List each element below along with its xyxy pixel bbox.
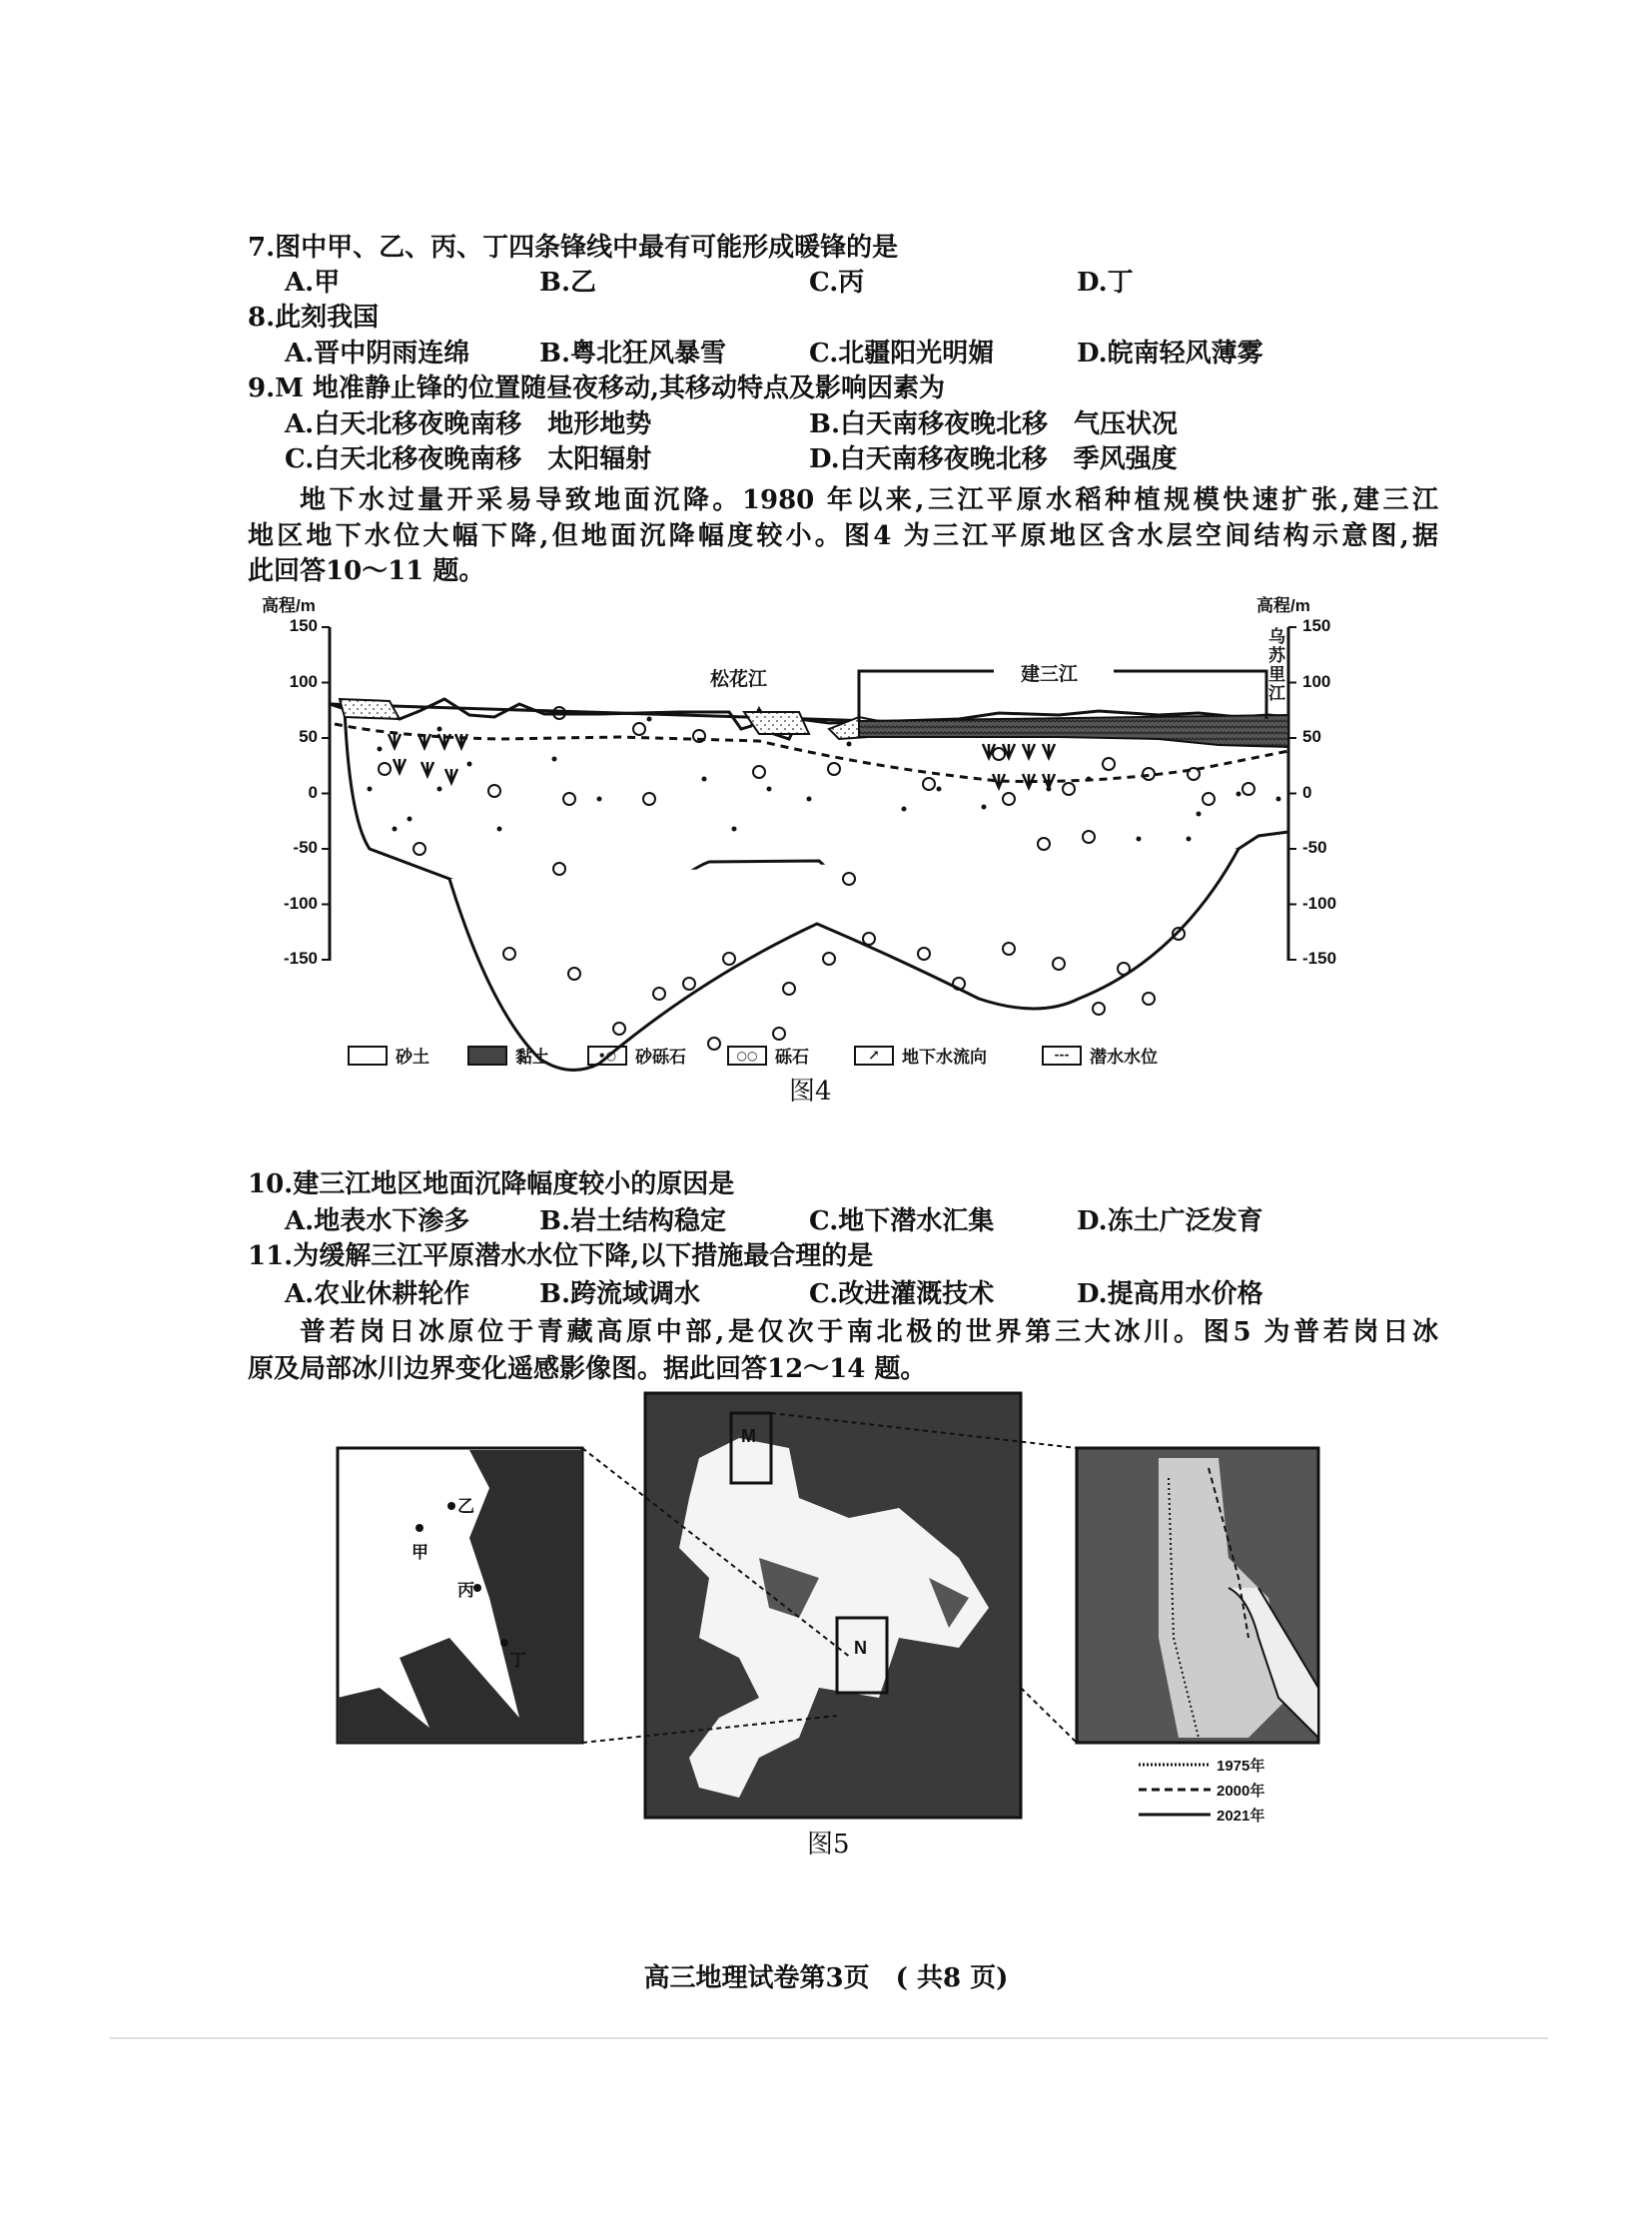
passage1-line: 此回答10～11 题。 [248, 556, 485, 586]
legend-label: 砂砾石 [635, 1048, 686, 1068]
tick-label-left: 0 [308, 782, 318, 802]
sand-dot [408, 817, 413, 822]
dashed-line-swatch: --- [1042, 1046, 1082, 1066]
box-label-m: M [741, 1426, 756, 1446]
label-wusuli-river [1268, 627, 1288, 703]
q8-stem: 8.此刻我国 [248, 303, 380, 333]
q7-option-c: C.丙 [809, 268, 865, 298]
label-char: 苏 [1268, 646, 1285, 665]
q11-option-a: A.农业休耕轮作 [285, 1279, 470, 1309]
tick-label-left: -100 [283, 893, 318, 913]
q11-stem: 11.为缓解三江平原潜水水位下降,以下措施最合理的是 [248, 1241, 874, 1271]
tick-label-left: 150 [289, 616, 318, 635]
label-jiansanjiang: 建三江 [1021, 664, 1079, 685]
sand-dot [1237, 792, 1241, 797]
legend-gravel [727, 1043, 809, 1068]
legend-label: 砂土 [396, 1048, 429, 1068]
gravel-mark [708, 1038, 720, 1050]
legend-2021: 2021年 [1217, 1808, 1265, 1825]
tick-label-right: 50 [1302, 727, 1321, 746]
q10-option-c: C.地下潜水汇集 [809, 1206, 995, 1236]
sand-dot [393, 827, 398, 832]
q10-option-b: B.岩土结构稳定 [539, 1206, 727, 1236]
gravel-mark [783, 983, 795, 995]
sand-dot [847, 742, 852, 747]
legend-sandy-gravel [587, 1043, 686, 1068]
fig4-y-label-right: 高程/m [1256, 596, 1310, 615]
passage1-line: 地下水过量开采易导致地面沉降。1980 年以来,三江平原水稻种植规模快速扩张,建三江 [300, 485, 1438, 515]
q9-stem: 9.M 地准静止锋的位置随昼夜移动,其移动特点及影响因素为 [248, 373, 946, 403]
passage1-line: 地区地下水位大幅下降,但地面沉降幅度较小。图4 为三江平原地区含水层空间结构示意图,据 [248, 521, 1438, 551]
q10-option-d: D.冻土广泛发育 [1077, 1206, 1263, 1236]
tick-label-right: 0 [1302, 782, 1312, 802]
sand-dot [497, 827, 502, 832]
q7-option-d: D.丁 [1077, 268, 1134, 298]
sand-dot [1276, 797, 1281, 802]
sand-dot [437, 787, 442, 792]
clay-swatch [467, 1046, 507, 1066]
point-bing: 丙 [457, 1581, 474, 1600]
sand-dot [982, 805, 987, 810]
figure5-satellite-images [0, 1378, 1652, 1838]
q9-option-c: C.白天北移夜晚南移 太阳辐射 [285, 444, 652, 474]
q7-option-a: A.甲 [285, 268, 341, 298]
legend-label: 潜水水位 [1090, 1048, 1158, 1068]
q11-option-d: D.提高用水价格 [1077, 1279, 1263, 1309]
tick-label-left: -150 [283, 949, 318, 968]
q9-option-d: D.白天南移夜晚北移 季风强度 [809, 444, 1178, 474]
fig4-y-label-left: 高程/m [262, 596, 316, 615]
q8-option-b: B.粤北狂风暴雪 [539, 339, 727, 369]
sand-swatch [348, 1046, 388, 1066]
tick-label-right: -50 [1302, 838, 1327, 857]
gravel-mark [1143, 993, 1155, 1005]
tick-label-left: -50 [293, 838, 318, 857]
legend-label: 黏土 [515, 1048, 549, 1068]
q9-option-a: A.白天北移夜晚南移 地形地势 [285, 409, 652, 439]
q8-option-c: C.北疆阳光明媚 [809, 339, 995, 369]
q7-stem: 7.图中甲、乙、丙、丁四条锋线中最有可能形成暖锋的是 [248, 233, 899, 263]
box-label-n: N [854, 1638, 867, 1658]
page-divider [110, 2037, 1548, 2039]
tick-label-right: 100 [1302, 671, 1331, 691]
sand-dot [552, 757, 557, 762]
flow-arrow-icon: ↗ [854, 1046, 894, 1066]
gravel-mark [773, 1028, 785, 1040]
gravel-mark [823, 953, 835, 965]
sand-dot [732, 827, 737, 832]
sand-dot [767, 787, 772, 792]
sand-dot [378, 747, 383, 752]
figure5-caption: 图5 [807, 1830, 850, 1859]
tick-label-right: -150 [1302, 949, 1337, 968]
sand-dot [807, 797, 812, 802]
label-songhua-river: 松花江 [710, 669, 768, 690]
point-jia: 甲 [412, 1543, 428, 1562]
passage2-line: 普若岗日冰原位于青藏高原中部,是仅次于南北极的世界第三大冰川。图5 为普若岗日冰 [300, 1317, 1438, 1347]
sand-dot [1187, 837, 1192, 842]
q10-stem: 10.建三江地区地面沉降幅度较小的原因是 [248, 1169, 735, 1199]
tick-label-left: 50 [299, 727, 318, 746]
sand-dot [902, 807, 907, 812]
q8-option-d: D.皖南轻风薄雾 [1077, 339, 1263, 369]
sandy-gravel-swatch: •○ [587, 1046, 627, 1066]
sand-dot [647, 717, 652, 722]
sand-dot [937, 787, 942, 792]
sand-dot [597, 797, 602, 802]
sand-dot [437, 727, 442, 732]
point-ding: 丁 [509, 1651, 526, 1670]
tick-label-right: 150 [1302, 616, 1331, 635]
figure4-caption: 图4 [789, 1077, 832, 1107]
q10-option-a: A.地表水下渗多 [285, 1206, 470, 1236]
q8-option-a: A.晋中阴雨连绵 [285, 339, 470, 369]
legend-water-table [1042, 1043, 1158, 1068]
label-char: 里 [1268, 665, 1285, 684]
page-footer: 高三地理试卷第3页 ( 共8 页) [643, 1963, 1009, 1993]
sand-dot [368, 787, 373, 792]
q11-option-b: B.跨流域调水 [539, 1279, 701, 1309]
label-char: 乌 [1268, 627, 1285, 646]
q11-option-c: C.改进灌溉技术 [809, 1279, 995, 1309]
q9-option-b: B.白天南移夜晚北移 气压状况 [809, 409, 1179, 439]
sand-dot [1197, 812, 1202, 817]
legend-2000: 2000年 [1217, 1783, 1265, 1800]
gravel-swatch: ○○ [727, 1046, 767, 1066]
passage2-line: 原及局部冰川边界变化遥感影像图。据此回答12～14 题。 [248, 1354, 927, 1384]
legend-clay [467, 1043, 549, 1068]
tick-label-left: 100 [289, 671, 318, 691]
legend-groundwater-flow [854, 1043, 987, 1068]
point-yi: 乙 [457, 1497, 474, 1516]
label-char: 江 [1268, 684, 1285, 703]
q7-option-b: B.乙 [539, 268, 597, 298]
sand-dot [467, 762, 472, 767]
legend-label: 砾石 [775, 1048, 809, 1068]
legend-1975: 1975年 [1217, 1758, 1265, 1775]
sand-dot [702, 777, 707, 782]
gravel-mark [1093, 1003, 1105, 1015]
tick-label-right: -100 [1302, 893, 1337, 913]
sand-dot [1137, 837, 1142, 842]
sand-dot [1087, 777, 1092, 782]
legend-label: 地下水流向 [902, 1048, 987, 1068]
legend-sand-soil [348, 1043, 429, 1068]
